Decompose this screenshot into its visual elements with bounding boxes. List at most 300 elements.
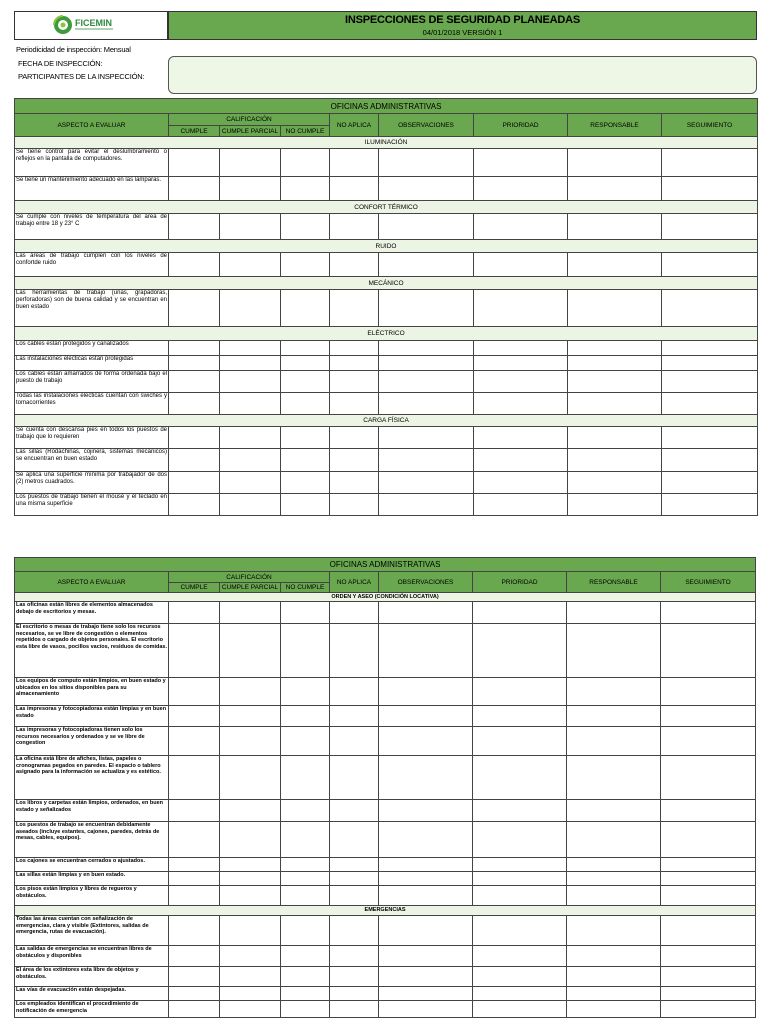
cell-partial[interactable] xyxy=(220,706,281,727)
cell-followup[interactable] xyxy=(661,822,756,858)
cell-not-applies[interactable] xyxy=(330,356,379,371)
cell-partial[interactable] xyxy=(220,472,281,494)
cell-observations[interactable] xyxy=(379,253,474,277)
cell-not-applies[interactable] xyxy=(330,822,379,858)
cell-not-meets[interactable] xyxy=(281,371,330,393)
cell-partial[interactable] xyxy=(220,858,281,872)
section-header: CONFORT TÉRMICO xyxy=(15,201,758,214)
table-row xyxy=(15,624,756,678)
cell-observations[interactable] xyxy=(379,449,474,472)
cell-not-applies[interactable] xyxy=(330,427,379,449)
cell-priority[interactable] xyxy=(474,371,568,393)
inspection-table-2 xyxy=(14,557,756,1018)
cell-not-applies[interactable] xyxy=(330,393,379,415)
cell-partial[interactable] xyxy=(220,253,281,277)
table-row xyxy=(15,341,758,356)
cell-not-meets[interactable] xyxy=(281,916,330,946)
item-text: Las instalaciones electicas están protegidas xyxy=(15,356,169,371)
cell-priority[interactable] xyxy=(474,472,568,494)
cell-meets[interactable] xyxy=(169,253,220,277)
cell-not-applies[interactable] xyxy=(330,290,379,327)
cell-priority[interactable] xyxy=(474,149,568,177)
cell-responsible[interactable] xyxy=(568,427,662,449)
ficemin-logo-icon xyxy=(15,12,167,39)
table-row xyxy=(15,678,756,706)
cell-not-applies[interactable] xyxy=(330,624,379,678)
cell-not-applies[interactable] xyxy=(330,1001,379,1018)
cell-not-meets[interactable] xyxy=(281,967,330,987)
cell-not-applies[interactable] xyxy=(330,756,379,800)
cell-priority[interactable] xyxy=(474,214,568,240)
cell-followup[interactable] xyxy=(662,341,758,356)
participants-label: PARTICIPANTES DE LA INSPECCIÓN: xyxy=(18,72,145,81)
cell-followup[interactable] xyxy=(662,449,758,472)
cell-observations[interactable] xyxy=(379,800,473,822)
cell-not-meets[interactable] xyxy=(281,393,330,415)
col-not-meets: NO CUMPLE xyxy=(281,126,330,137)
cell-partial[interactable] xyxy=(220,602,281,624)
cell-not-meets[interactable] xyxy=(281,341,330,356)
cell-followup[interactable] xyxy=(662,371,758,393)
cell-meets[interactable] xyxy=(169,822,220,858)
cell-meets[interactable] xyxy=(169,624,220,678)
cell-responsible[interactable] xyxy=(567,946,661,967)
cell-not-meets[interactable] xyxy=(281,886,330,906)
cell-priority[interactable] xyxy=(474,290,568,327)
cell-partial[interactable] xyxy=(220,356,281,371)
cell-observations[interactable] xyxy=(379,987,473,1001)
cell-priority[interactable] xyxy=(474,356,568,371)
cell-responsible[interactable] xyxy=(567,800,661,822)
cell-observations[interactable] xyxy=(379,706,473,727)
cell-partial[interactable] xyxy=(220,177,281,201)
item-text: Se aplica una superficie mínima por trabajador de dos (2) metros cuadrados. xyxy=(15,472,169,494)
cell-partial[interactable] xyxy=(220,393,281,415)
cell-not-meets[interactable] xyxy=(281,987,330,1001)
cell-priority[interactable] xyxy=(473,678,567,706)
cell-responsible[interactable] xyxy=(568,371,662,393)
item-text: Todas las instalaciones electicas cuentan con swiches y tomacorrientes xyxy=(15,393,169,415)
col-not-meets: NO CUMPLE xyxy=(281,583,330,593)
section-header: RUIDO xyxy=(15,240,758,253)
cell-not-meets[interactable] xyxy=(281,1001,330,1018)
cell-responsible[interactable] xyxy=(568,472,662,494)
cell-responsible[interactable] xyxy=(567,706,661,727)
cell-priority[interactable] xyxy=(474,341,568,356)
cell-partial[interactable] xyxy=(220,678,281,706)
cell-observations[interactable] xyxy=(379,149,474,177)
cell-responsible[interactable] xyxy=(567,1001,661,1018)
cell-observations[interactable] xyxy=(379,177,474,201)
cell-followup[interactable] xyxy=(661,886,756,906)
cell-not-applies[interactable] xyxy=(330,727,379,756)
cell-not-applies[interactable] xyxy=(330,678,379,706)
version-label: 04/01/2018 VERSIÓN 1 xyxy=(422,28,503,37)
table-row xyxy=(15,427,758,449)
cell-observations[interactable] xyxy=(379,371,474,393)
cell-responsible[interactable] xyxy=(568,214,662,240)
cell-not-meets[interactable] xyxy=(281,727,330,756)
cell-partial[interactable] xyxy=(220,800,281,822)
logo xyxy=(14,11,168,40)
table-row xyxy=(15,756,756,800)
cell-meets[interactable] xyxy=(169,393,220,415)
cell-meets[interactable] xyxy=(169,1001,220,1018)
cell-partial[interactable] xyxy=(220,371,281,393)
cell-observations[interactable] xyxy=(379,822,473,858)
table-row xyxy=(15,946,756,967)
cell-followup[interactable] xyxy=(661,800,756,822)
cell-followup[interactable] xyxy=(662,356,758,371)
cell-observations[interactable] xyxy=(379,727,473,756)
cell-partial[interactable] xyxy=(220,494,281,516)
col-rating: CALIFICACIÓN xyxy=(169,114,330,126)
cell-responsible[interactable] xyxy=(568,494,662,516)
item-text: Las herramientas de trabajo (uñas, grapadoras, perforadoras) son de buena calidad y se encuentran en buen estado xyxy=(15,290,169,327)
cell-observations[interactable] xyxy=(379,872,473,886)
cell-priority[interactable] xyxy=(473,822,567,858)
cell-not-meets[interactable] xyxy=(281,678,330,706)
cell-observations[interactable] xyxy=(379,916,473,946)
cell-observations[interactable] xyxy=(379,494,474,516)
cell-not-applies[interactable] xyxy=(330,967,379,987)
cell-not-meets[interactable] xyxy=(281,177,330,201)
cell-not-meets[interactable] xyxy=(281,356,330,371)
cell-priority[interactable] xyxy=(474,253,568,277)
cell-followup[interactable] xyxy=(662,393,758,415)
item-text: La oficina está libre de afiches, listas, papeles o cronogramas pegados en paredes. El espacio o tablero asignado para la información se actualiza y es estético. xyxy=(15,756,169,800)
cell-followup[interactable] xyxy=(661,706,756,727)
cell-meets[interactable] xyxy=(169,967,220,987)
item-text: Los equipos de computo están limpios, en buen estado y ubicados en los sitios disponibles para su almacenamiento xyxy=(15,678,169,706)
cell-not-meets[interactable] xyxy=(281,946,330,967)
item-text: Los cajones se encuentran cerrados o ajustados. xyxy=(15,858,169,872)
cell-not-applies[interactable] xyxy=(330,341,379,356)
cell-meets[interactable] xyxy=(169,290,220,327)
cell-not-applies[interactable] xyxy=(330,149,379,177)
cell-priority[interactable] xyxy=(474,427,568,449)
cell-not-applies[interactable] xyxy=(330,177,379,201)
cell-not-meets[interactable] xyxy=(281,624,330,678)
cell-responsible[interactable] xyxy=(568,177,662,201)
cell-observations[interactable] xyxy=(379,756,473,800)
cell-not-meets[interactable] xyxy=(281,214,330,240)
item-text: Se tiene un mantenimiento adecuado en las lamparas. xyxy=(15,177,169,201)
participants-field[interactable] xyxy=(168,56,757,94)
cell-priority[interactable] xyxy=(473,858,567,872)
cell-followup[interactable] xyxy=(661,987,756,1001)
cell-followup[interactable] xyxy=(661,967,756,987)
cell-meets[interactable] xyxy=(169,149,220,177)
cell-responsible[interactable] xyxy=(567,987,661,1001)
cell-responsible[interactable] xyxy=(567,886,661,906)
cell-observations[interactable] xyxy=(379,624,473,678)
cell-not-applies[interactable] xyxy=(330,886,379,906)
cell-responsible[interactable] xyxy=(567,872,661,886)
cell-followup[interactable] xyxy=(661,872,756,886)
cell-observations[interactable] xyxy=(379,472,474,494)
cell-meets[interactable] xyxy=(169,214,220,240)
cell-not-meets[interactable] xyxy=(281,800,330,822)
cell-observations[interactable] xyxy=(379,678,473,706)
cell-followup[interactable] xyxy=(661,756,756,800)
cell-priority[interactable] xyxy=(474,393,568,415)
cell-responsible[interactable] xyxy=(567,678,661,706)
cell-not-meets[interactable] xyxy=(281,253,330,277)
cell-partial[interactable] xyxy=(220,756,281,800)
table-row xyxy=(15,290,758,327)
col-observations: OBSERVACIONES xyxy=(379,114,474,137)
cell-not-applies[interactable] xyxy=(330,916,379,946)
cell-priority[interactable] xyxy=(473,756,567,800)
cell-meets[interactable] xyxy=(169,916,220,946)
cell-partial[interactable] xyxy=(220,967,281,987)
cell-partial[interactable] xyxy=(220,916,281,946)
cell-not-meets[interactable] xyxy=(281,872,330,886)
cell-observations[interactable] xyxy=(379,427,474,449)
cell-followup[interactable] xyxy=(661,678,756,706)
cell-meets[interactable] xyxy=(169,800,220,822)
table-row xyxy=(15,858,756,872)
cell-not-applies[interactable] xyxy=(330,494,379,516)
cell-not-meets[interactable] xyxy=(281,756,330,800)
cell-not-applies[interactable] xyxy=(330,602,379,624)
section-header: EMERGENCIAS xyxy=(15,906,756,916)
item-text: Las áreas de trabajo cumplen con los niveles de confortde ruido xyxy=(15,253,169,277)
item-text: Los cables están amarrados de forma ordenada bajo el puesto de trabajo xyxy=(15,371,169,393)
cell-meets[interactable] xyxy=(169,872,220,886)
table-row xyxy=(15,967,756,987)
cell-followup[interactable] xyxy=(661,946,756,967)
col-rating: CALIFICACIÓN xyxy=(169,572,330,583)
cell-followup[interactable] xyxy=(662,427,758,449)
cell-priority[interactable] xyxy=(473,967,567,987)
cell-followup[interactable] xyxy=(661,1001,756,1018)
logo-text: FICEMIN xyxy=(75,18,112,28)
item-text: Las oficinas están libres de elementos almacenados debajo de escritorios y mesas. xyxy=(15,602,169,624)
cell-priority[interactable] xyxy=(474,494,568,516)
cell-partial[interactable] xyxy=(220,946,281,967)
cell-not-applies[interactable] xyxy=(330,214,379,240)
cell-followup[interactable] xyxy=(662,494,758,516)
cell-priority[interactable] xyxy=(473,706,567,727)
cell-partial[interactable] xyxy=(220,872,281,886)
cell-meets[interactable] xyxy=(169,449,220,472)
cell-observations[interactable] xyxy=(379,1001,473,1018)
cell-priority[interactable] xyxy=(473,1001,567,1018)
table-row xyxy=(15,886,756,906)
cell-not-meets[interactable] xyxy=(281,706,330,727)
cell-responsible[interactable] xyxy=(567,916,661,946)
cell-not-applies[interactable] xyxy=(330,706,379,727)
cell-followup[interactable] xyxy=(662,149,758,177)
section-header: MECÁNICO xyxy=(15,277,758,290)
cell-priority[interactable] xyxy=(473,946,567,967)
cell-observations[interactable] xyxy=(379,602,473,624)
cell-responsible[interactable] xyxy=(568,149,662,177)
table-row xyxy=(15,177,758,201)
cell-partial[interactable] xyxy=(220,341,281,356)
cell-responsible[interactable] xyxy=(567,858,661,872)
cell-not-applies[interactable] xyxy=(330,872,379,886)
cell-priority[interactable] xyxy=(473,886,567,906)
col-not-applies: NO APLICA xyxy=(330,114,379,137)
cell-not-meets[interactable] xyxy=(281,822,330,858)
cell-observations[interactable] xyxy=(379,886,473,906)
cell-followup[interactable] xyxy=(661,624,756,678)
cell-responsible[interactable] xyxy=(567,967,661,987)
cell-meets[interactable] xyxy=(169,727,220,756)
cell-priority[interactable] xyxy=(473,872,567,886)
cell-partial[interactable] xyxy=(220,822,281,858)
item-text: Se cuenta con descansa pies en todos los puestos de trabajo que lo requieren xyxy=(15,427,169,449)
cell-priority[interactable] xyxy=(474,177,568,201)
cell-observations[interactable] xyxy=(379,356,474,371)
cell-priority[interactable] xyxy=(473,916,567,946)
cell-priority[interactable] xyxy=(473,987,567,1001)
cell-not-meets[interactable] xyxy=(281,427,330,449)
item-text: Se cumple con niveles de temperatura del área de trabajo entre 18 y 23° C xyxy=(15,214,169,240)
cell-responsible[interactable] xyxy=(567,822,661,858)
col-not-applies: NO APLICA xyxy=(330,572,379,593)
col-aspect: ASPECTO A EVALUAR xyxy=(15,114,169,137)
table-row xyxy=(15,800,756,822)
cell-followup[interactable] xyxy=(662,290,758,327)
cell-responsible[interactable] xyxy=(568,341,662,356)
cell-meets[interactable] xyxy=(169,946,220,967)
col-followup: SEGUIMIENTO xyxy=(661,572,756,593)
col-priority: PRIORIDAD xyxy=(473,572,567,593)
cell-observations[interactable] xyxy=(379,946,473,967)
cell-meets[interactable] xyxy=(169,371,220,393)
cell-meets[interactable] xyxy=(169,494,220,516)
cell-meets[interactable] xyxy=(169,427,220,449)
table-row xyxy=(15,472,758,494)
cell-not-meets[interactable] xyxy=(281,472,330,494)
item-text: Las salidas de emergencias se encuentran libres de obstáculos y disponibles xyxy=(15,946,169,967)
cell-partial[interactable] xyxy=(220,214,281,240)
cell-not-meets[interactable] xyxy=(281,290,330,327)
cell-not-applies[interactable] xyxy=(330,987,379,1001)
cell-not-applies[interactable] xyxy=(330,371,379,393)
cell-responsible[interactable] xyxy=(568,290,662,327)
cell-meets[interactable] xyxy=(169,602,220,624)
cell-partial[interactable] xyxy=(220,886,281,906)
periodicity-label: Periodicidad de inspección: Mensual xyxy=(16,45,131,54)
cell-observations[interactable] xyxy=(379,393,474,415)
cell-observations[interactable] xyxy=(379,214,474,240)
col-observations: OBSERVACIONES xyxy=(379,572,473,593)
cell-meets[interactable] xyxy=(169,706,220,727)
cell-partial[interactable] xyxy=(220,427,281,449)
table-row xyxy=(15,727,756,756)
cell-responsible[interactable] xyxy=(568,253,662,277)
cell-meets[interactable] xyxy=(169,987,220,1001)
col-partial: CUMPLE PARCIAL xyxy=(220,126,281,137)
col-aspect: ASPECTO A EVALUAR xyxy=(15,572,169,593)
cell-responsible[interactable] xyxy=(568,356,662,371)
cell-responsible[interactable] xyxy=(567,756,661,800)
inspection-table-1 xyxy=(14,98,758,516)
cell-followup[interactable] xyxy=(661,916,756,946)
cell-meets[interactable] xyxy=(169,756,220,800)
table-row xyxy=(15,214,758,240)
cell-meets[interactable] xyxy=(169,356,220,371)
cell-followup[interactable] xyxy=(661,858,756,872)
cell-priority[interactable] xyxy=(473,624,567,678)
cell-partial[interactable] xyxy=(220,149,281,177)
cell-not-meets[interactable] xyxy=(281,149,330,177)
cell-observations[interactable] xyxy=(379,290,474,327)
cell-responsible[interactable] xyxy=(567,602,661,624)
item-text: Todas las áreas cuentan con señalización de emergencias, clara y visible (Extintores, salidas de emergencia, rutas de evacuación). xyxy=(15,916,169,946)
table-row xyxy=(15,916,756,946)
title-banner xyxy=(168,11,757,40)
cell-priority[interactable] xyxy=(474,449,568,472)
cell-not-meets[interactable] xyxy=(281,494,330,516)
cell-meets[interactable] xyxy=(169,678,220,706)
page-title: INSPECCIONES DE SEGURIDAD PLANEADAS xyxy=(344,14,581,26)
cell-priority[interactable] xyxy=(473,602,567,624)
cell-followup[interactable] xyxy=(661,727,756,756)
cell-followup[interactable] xyxy=(662,177,758,201)
col-priority: PRIORIDAD xyxy=(474,114,568,137)
cell-meets[interactable] xyxy=(169,177,220,201)
item-text: El área de los extintores esta libre de objetos y obstáculos. xyxy=(15,967,169,987)
cell-priority[interactable] xyxy=(473,727,567,756)
table-row xyxy=(15,253,758,277)
cell-meets[interactable] xyxy=(169,858,220,872)
table-row xyxy=(15,602,756,624)
item-text: Los cables están protegidos y canalizados xyxy=(15,341,169,356)
cell-meets[interactable] xyxy=(169,341,220,356)
cell-priority[interactable] xyxy=(473,800,567,822)
cell-not-applies[interactable] xyxy=(330,449,379,472)
cell-partial[interactable] xyxy=(220,1001,281,1018)
cell-not-applies[interactable] xyxy=(330,946,379,967)
cell-responsible[interactable] xyxy=(568,449,662,472)
cell-partial[interactable] xyxy=(220,449,281,472)
item-text: Las sillas (Rodachinas, cojinera, sistemas mecánicos) se encuentran en buen estado xyxy=(15,449,169,472)
table-row xyxy=(15,872,756,886)
cell-observations[interactable] xyxy=(379,858,473,872)
cell-responsible[interactable] xyxy=(567,727,661,756)
cell-partial[interactable] xyxy=(220,987,281,1001)
cell-meets[interactable] xyxy=(169,472,220,494)
cell-not-applies[interactable] xyxy=(330,800,379,822)
cell-followup[interactable] xyxy=(661,602,756,624)
cell-followup[interactable] xyxy=(662,253,758,277)
cell-observations[interactable] xyxy=(379,341,474,356)
cell-not-applies[interactable] xyxy=(330,253,379,277)
item-text: Los puestos de trabajo se encuentran debidamente aseados (incluye estantes, cajones, paredes, detrás de mesas, cables, equipos). xyxy=(15,822,169,858)
cell-not-meets[interactable] xyxy=(281,449,330,472)
cell-partial[interactable] xyxy=(220,290,281,327)
cell-partial[interactable] xyxy=(220,624,281,678)
cell-not-applies[interactable] xyxy=(330,472,379,494)
cell-partial[interactable] xyxy=(220,727,281,756)
cell-not-applies[interactable] xyxy=(330,858,379,872)
cell-not-meets[interactable] xyxy=(281,602,330,624)
cell-meets[interactable] xyxy=(169,886,220,906)
cell-responsible[interactable] xyxy=(567,624,661,678)
cell-observations[interactable] xyxy=(379,967,473,987)
cell-not-meets[interactable] xyxy=(281,858,330,872)
cell-followup[interactable] xyxy=(662,472,758,494)
cell-followup[interactable] xyxy=(662,214,758,240)
item-text: Las impresoras y fotocopiadoras están limpias y en buen estado xyxy=(15,706,169,727)
cell-responsible[interactable] xyxy=(568,393,662,415)
